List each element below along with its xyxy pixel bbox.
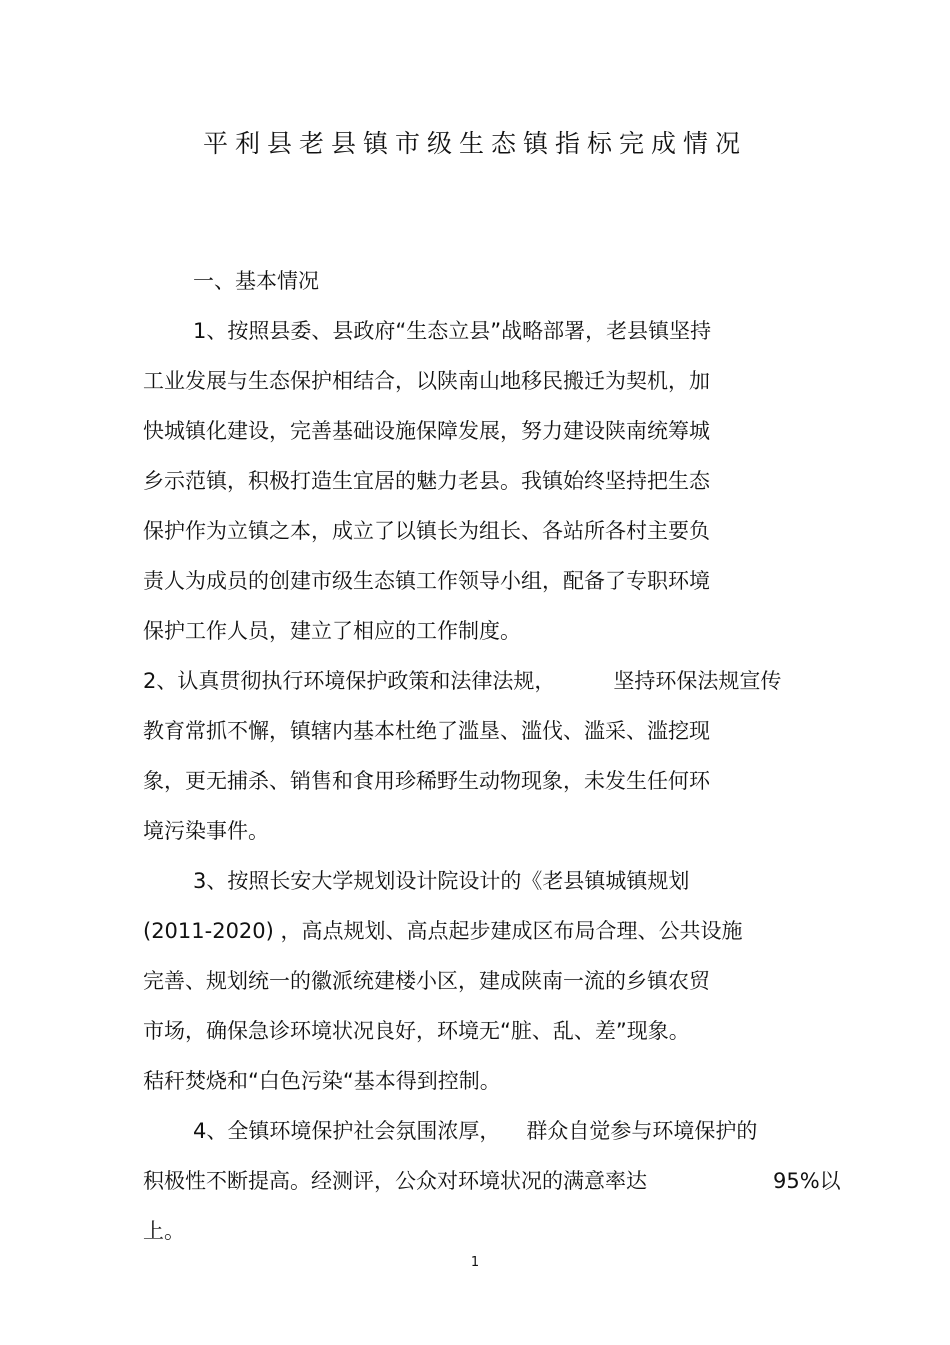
paragraph-1-line-4: 乡示范镇，积极打造生宜居的魅力老县。我镇始终坚持把生态 [143,469,710,493]
paragraph-1-line-1: 1、按照县委、县政府“生态立县”战略部署，老县镇坚持 [193,319,712,343]
paragraph-2-line-1 [143,666,781,696]
paragraph-1-line-7: 保护工作人员，建立了相应的工作制度。 [143,619,521,643]
paragraph-3-line-5: 秸秆焚烧和“白色污染“基本得到控制。 [143,1069,501,1093]
paragraph-4-line-3: 上。 [143,1219,185,1243]
paragraph-4-line-1-part-a: 4、全镇环境保护社会氛围浓厚， [193,1119,501,1143]
page-number: 1 [470,1255,480,1270]
paragraph-2-line-1-part-b: 坚持环保法规宣传 [613,669,782,693]
paragraph-4-line-1-part-b: 群众自觉参与环境保护的 [526,1119,758,1143]
paragraph-4-line-2: 积极性不断提高。经测评，公众对环境状况的满意率达 [143,1169,647,1193]
paragraph-1-line-3: 快城镇化建设，完善基础设施保障发展，努力建设陕南统筹城 [143,419,710,443]
paragraph-2-line-2: 教育常抓不懈，镇辖内基本杜绝了滥垦、滥伐、滥采、滥挖现 [143,719,710,743]
paragraph-2-line-4: 境污染事件。 [143,819,269,843]
paragraph-3-line-1: 3、按照长安大学规划设计院设计的《老县镇城镇规划 [193,869,690,893]
paragraph-4-line-1 [193,1116,757,1146]
paragraph-3-line-2: (2011-2020) ，高点规划、高点起步建成区布局合理、公共设施 [143,919,743,943]
paragraph-3-line-4: 市场，确保急诊环境状况良好，环境无“脏、乱、差”现象。 [143,1019,690,1043]
section-heading: 一、基本情况 [193,269,319,293]
page-title: 平利县老县镇市级生态镇指标完成情况 [202,129,747,158]
paragraph-4-line-2-percent: 95%以 [773,1169,841,1193]
paragraph-1-line-2: 工业发展与生态保护相结合，以陕南山地移民搬迁为契机，加 [143,369,710,393]
paragraph-1-line-6: 责人为成员的创建市级生态镇工作领导小组，配备了专职环境 [143,569,710,593]
paragraph-2-line-3: 象，更无捕杀、销售和食用珍稀野生动物现象，未发生任何环 [143,769,710,793]
paragraph-3-line-3: 完善、规划统一的徽派统建楼小区，建成陕南一流的乡镇农贸 [143,969,710,993]
paragraph-1-line-5: 保护作为立镇之本，成立了以镇长为组长、各站所各村主要负 [143,519,710,543]
paragraph-2-line-1-part-a: 2、认真贯彻执行环境保护政策和法律法规， [143,669,556,693]
